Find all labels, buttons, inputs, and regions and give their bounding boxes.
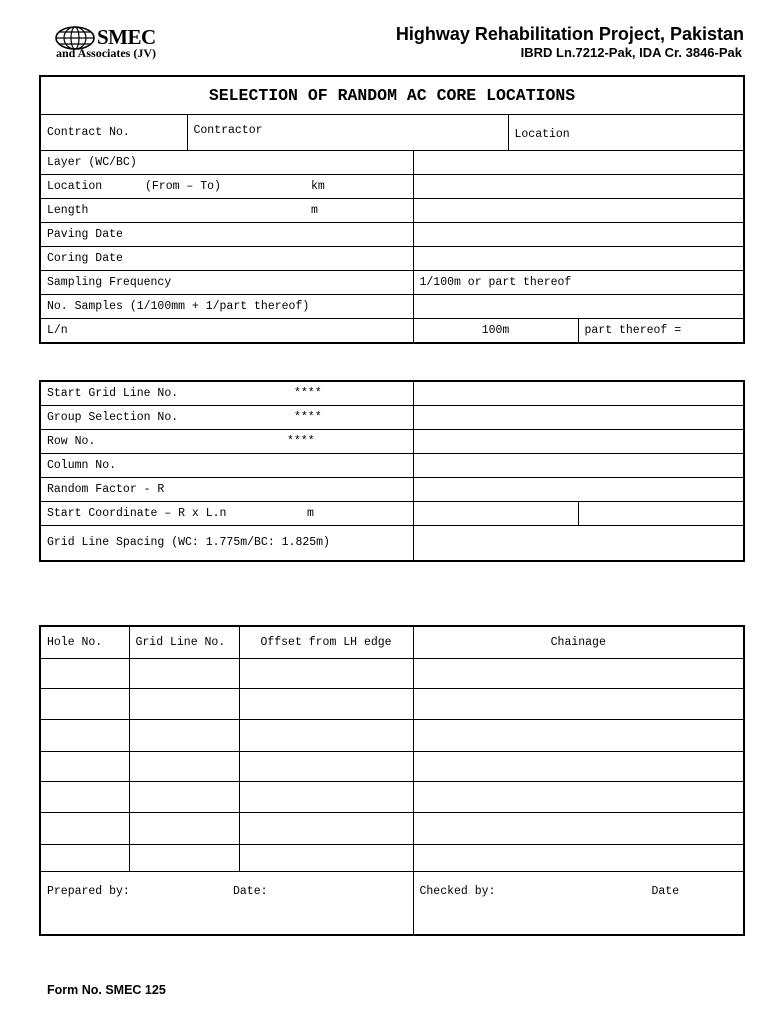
offset-cell[interactable] [239,781,413,812]
col-offset: Offset from LH edge [239,626,413,658]
col-hole-no: Hole No. [40,626,129,658]
offset-cell[interactable] [239,812,413,844]
checked-by-label: Checked by: [419,884,496,898]
length-label: Length [47,204,89,217]
row-no-value[interactable] [413,429,744,453]
hole-no-cell[interactable] [40,812,129,844]
no-samples-value[interactable] [413,295,744,319]
coring-date-label: Coring Date [40,247,413,271]
coring-date-value[interactable] [413,247,744,271]
form-number: Form No. SMEC 125 [47,983,166,997]
grid-line-cell[interactable] [129,719,239,751]
paving-date-value[interactable] [413,223,744,247]
col-grid-line-no: Grid Line No. [129,626,239,658]
logo-subtitle: and Associates (JV) [56,46,157,60]
offset-cell[interactable] [239,658,413,688]
start-grid-line-text: Start Grid Line No. [47,386,179,400]
location-range: (From – To) [145,180,221,193]
row-no-label [40,429,413,453]
start-coordinate-text: Start Coordinate – R x L.n [47,506,227,520]
grid-selection-table [39,380,745,562]
grid-line-cell[interactable] [129,751,239,781]
chainage-cell[interactable] [413,719,744,751]
contractor-field[interactable] [187,115,508,151]
contract-no-field[interactable] [40,115,187,151]
layer-value[interactable] [413,151,744,175]
offset-cell[interactable] [239,719,413,751]
hole-no-cell[interactable] [40,781,129,812]
group-selection-value[interactable] [413,405,744,429]
length-value[interactable] [413,199,744,223]
start-coordinate-label [40,501,413,525]
prepared-date-label: Date: [233,884,268,898]
table-row [40,844,744,871]
hole-no-cell[interactable] [40,844,129,871]
grid-line-spacing-label: Grid Line Spacing (WC: 1.775m/BC: 1.825m) [40,525,413,561]
core-info-table [39,75,745,344]
location-row-label [40,175,413,199]
grid-line-cell[interactable] [129,688,239,719]
group-selection-text: Group Selection No. [47,410,179,424]
location-label: Location [514,128,570,141]
signature-row [40,871,744,935]
sampling-frequency-label: Sampling Frequency [40,271,413,295]
contract-no-label: Contract No. [47,126,130,139]
start-grid-line-value[interactable] [413,381,744,405]
chainage-cell[interactable] [413,688,744,719]
location-row-value[interactable] [413,175,744,199]
group-selection-mark: **** [294,410,322,424]
column-no-value[interactable] [413,453,744,477]
start-coordinate-value-1[interactable] [413,501,578,525]
location-unit: km [311,180,325,193]
column-no-label: Column No. [40,453,413,477]
prepared-by-field[interactable] [40,871,413,935]
table-row [40,719,744,751]
grid-line-cell[interactable] [129,781,239,812]
ln-100m: 100m [413,319,578,343]
chainage-cell[interactable] [413,844,744,871]
random-factor-value[interactable] [413,477,744,501]
smec-logo [55,24,185,64]
row-no-text: Row No. [47,434,96,448]
table-row [40,781,744,812]
chainage-cell[interactable] [413,812,744,844]
table-row [40,812,744,844]
paving-date-label: Paving Date [40,223,413,247]
grid-line-cell[interactable] [129,658,239,688]
logo-name: SMEC [97,25,156,49]
grid-line-cell[interactable] [129,844,239,871]
length-unit: m [311,204,318,217]
prepared-by-label: Prepared by: [47,884,130,898]
location-field[interactable] [508,115,744,151]
form-title: SELECTION OF RANDOM AC CORE LOCATIONS [40,76,744,115]
contractor-label: Contractor [193,124,263,137]
project-title: Highway Rehabilitation Project, Pakistan [395,24,744,44]
checked-by-field[interactable] [413,871,744,935]
ln-label: L/n [40,319,413,343]
project-subtitle: IBRD Ln.7212-Pak, IDA Cr. 3846-Pak [520,45,742,60]
layer-label: Layer (WC/BC) [40,151,413,175]
hole-no-cell[interactable] [40,658,129,688]
checked-date-label: Date [651,884,680,898]
offset-cell[interactable] [239,751,413,781]
hole-no-cell[interactable] [40,719,129,751]
ln-part-thereof: part thereof = [578,319,744,343]
table-row [40,658,744,688]
table-header-row [40,626,744,658]
table-row [40,751,744,781]
random-factor-label: Random Factor - R [40,477,413,501]
chainage-cell[interactable] [413,781,744,812]
start-coordinate-unit: m [307,506,314,520]
grid-line-cell[interactable] [129,812,239,844]
table-row [40,688,744,719]
hole-no-cell[interactable] [40,751,129,781]
start-coordinate-value-2[interactable] [578,501,744,525]
location-row-text: Location [47,180,103,193]
chainage-cell[interactable] [413,751,744,781]
row-no-mark: **** [287,434,315,448]
start-grid-line-label [40,381,413,405]
chainage-cell[interactable] [413,658,744,688]
col-chainage: Chainage [413,626,744,658]
sampling-frequency-value: 1/100m or part thereof [413,271,744,295]
hole-no-cell[interactable] [40,688,129,719]
length-row-label [40,199,413,223]
start-grid-line-mark: **** [294,386,322,400]
no-samples-label: No. Samples (1/100mm + 1/part thereof) [40,295,413,319]
offset-cell[interactable] [239,688,413,719]
hole-location-table [39,625,745,936]
grid-line-spacing-value[interactable] [413,525,744,561]
group-selection-label [40,405,413,429]
offset-cell[interactable] [239,844,413,871]
